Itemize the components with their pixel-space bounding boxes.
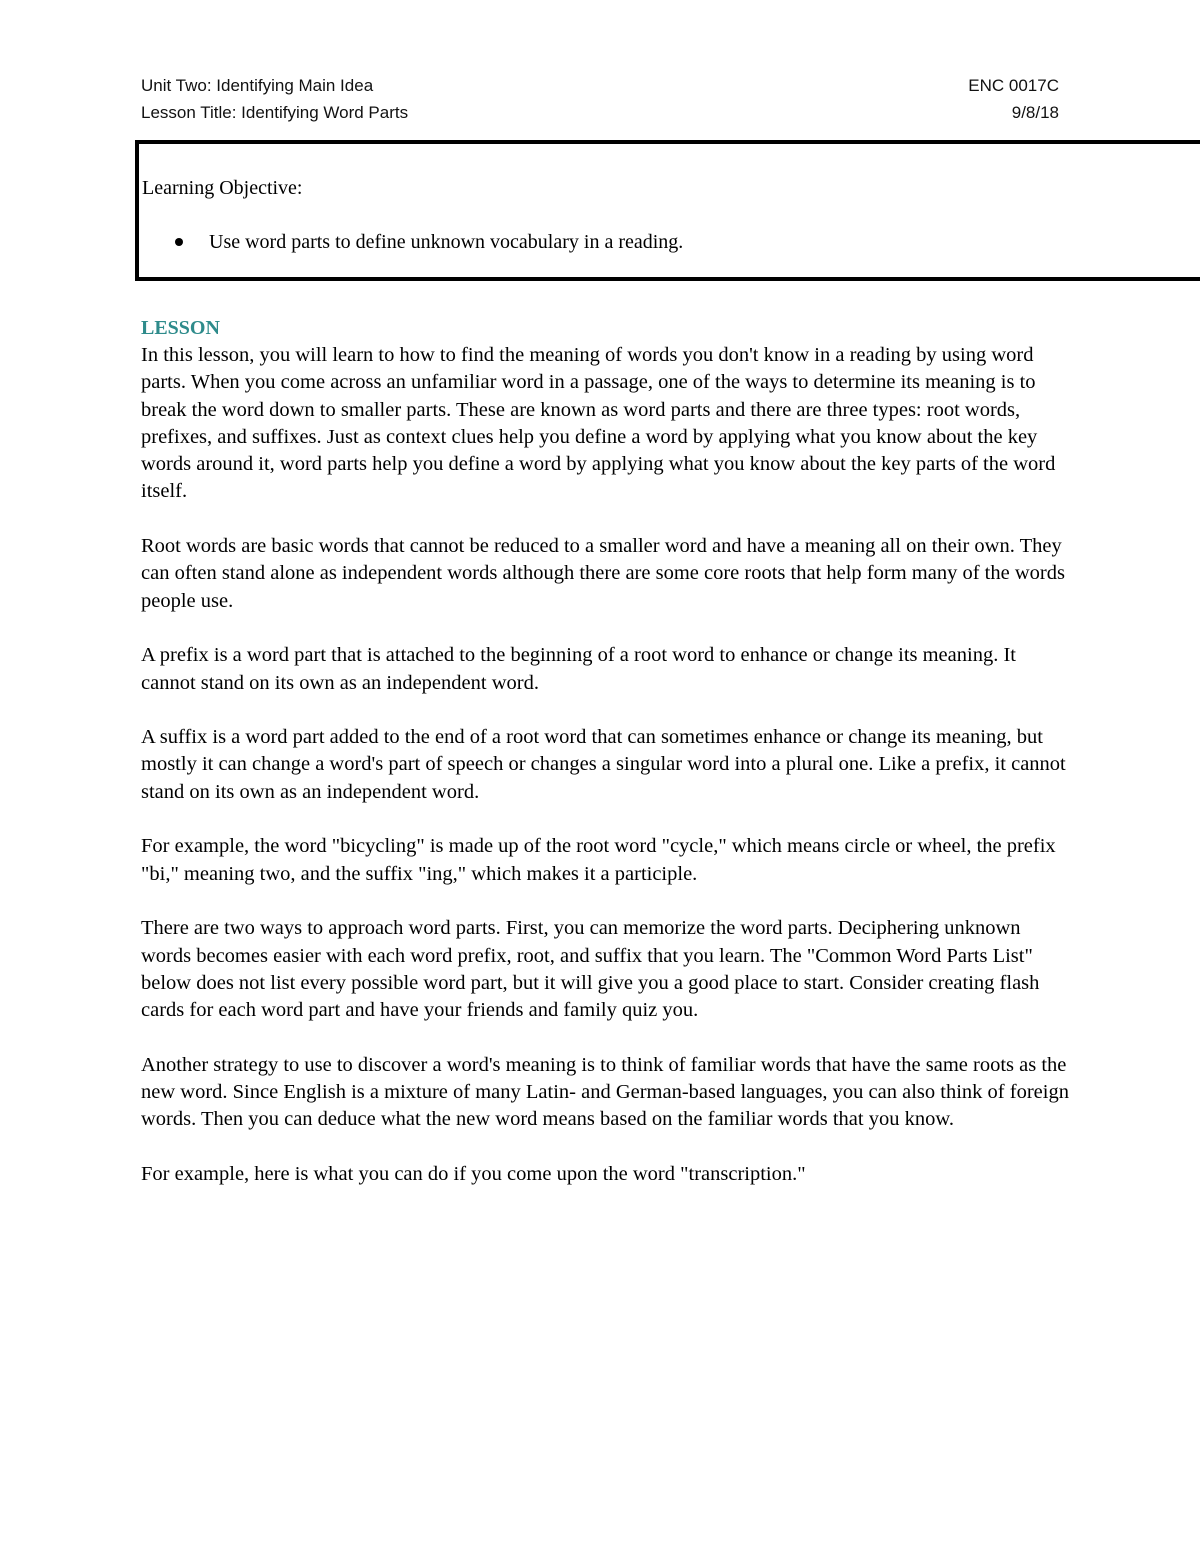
- lesson-date: 9/8/18: [1011, 103, 1059, 122]
- header-row-unit: [141, 72, 1059, 99]
- lesson-paragraph: In this lesson, you will learn to how to find the meaning of words you don't know in a reading by using word parts. When you come across an unfamiliar word in a passage, one of the ways to determine its meaning is to break the word down to smaller parts. These are known as word parts and there are three types: root words, prefixes, and suffixes. Just as context clues help you define a word by applying what you know about the key words around it, word parts help you define a word by applying what you know about the key parts of the word itself.: [141, 344, 1056, 503]
- lesson-section: [141, 315, 1071, 1216]
- objective-title: Learning Objective:: [142, 177, 303, 199]
- lesson-paragraph: A prefix is a word part that is attached to the beginning of a root word to enhance or change its meaning. It cannot stand on its own as an independent word.: [141, 644, 1016, 694]
- unit-title: Unit Two: Identifying Main Idea: [141, 76, 374, 95]
- lesson-paragraph: There are two ways to approach word parts. First, you can memorize the word parts. Deciphering unknown words becomes easier with each word prefix, root, and suffix that you learn. The "Common Word Parts List" below does not list every possible word part, but it will give you a good place to start. Consider creating flash cards for each word part and have your friends and family quiz you.: [141, 917, 1040, 1022]
- lesson-paragraph: For example, here is what you can do if you come upon the word "transcription.": [141, 1162, 806, 1185]
- course-code: ENC 0017C: [968, 76, 1059, 95]
- learning-objective-box: [135, 140, 1200, 281]
- lesson-title: Lesson Title: Identifying Word Parts: [141, 103, 409, 122]
- objective-item-text: Use word parts to define unknown vocabulary in a reading.: [209, 231, 684, 253]
- page-header: [141, 72, 1059, 126]
- bullet-icon: [175, 238, 183, 246]
- objective-list-item: [175, 230, 683, 254]
- lesson-heading: LESSON: [141, 317, 220, 339]
- lesson-paragraph: A suffix is a word part added to the end of a root word that can sometimes enhance or change its meaning, but mostly it can change a word's part of speech or changes a singular word into a plural one. Like a prefix, it cannot stand on its own as an independent word.: [141, 726, 1066, 803]
- lesson-paragraph: Another strategy to use to discover a word's meaning is to think of familiar words that have the same roots as the new word. Since English is a mixture of many Latin- and German-based languages, you can also think of foreign words. Then you can deduce what the new word means based on the familiar words that you know.: [141, 1053, 1069, 1131]
- lesson-paragraph: Root words are basic words that cannot be reduced to a smaller word and have a meaning all on their own. They can often stand alone as independent words although there are some core roots that help form many of the words people use.: [141, 535, 1065, 612]
- header-row-lesson: [141, 99, 1059, 126]
- lesson-paragraph: For example, the word "bicycling" is made up of the root word "cycle," which means circle or wheel, the prefix "bi," meaning two, and the suffix "ing," which makes it a participle.: [141, 835, 1056, 885]
